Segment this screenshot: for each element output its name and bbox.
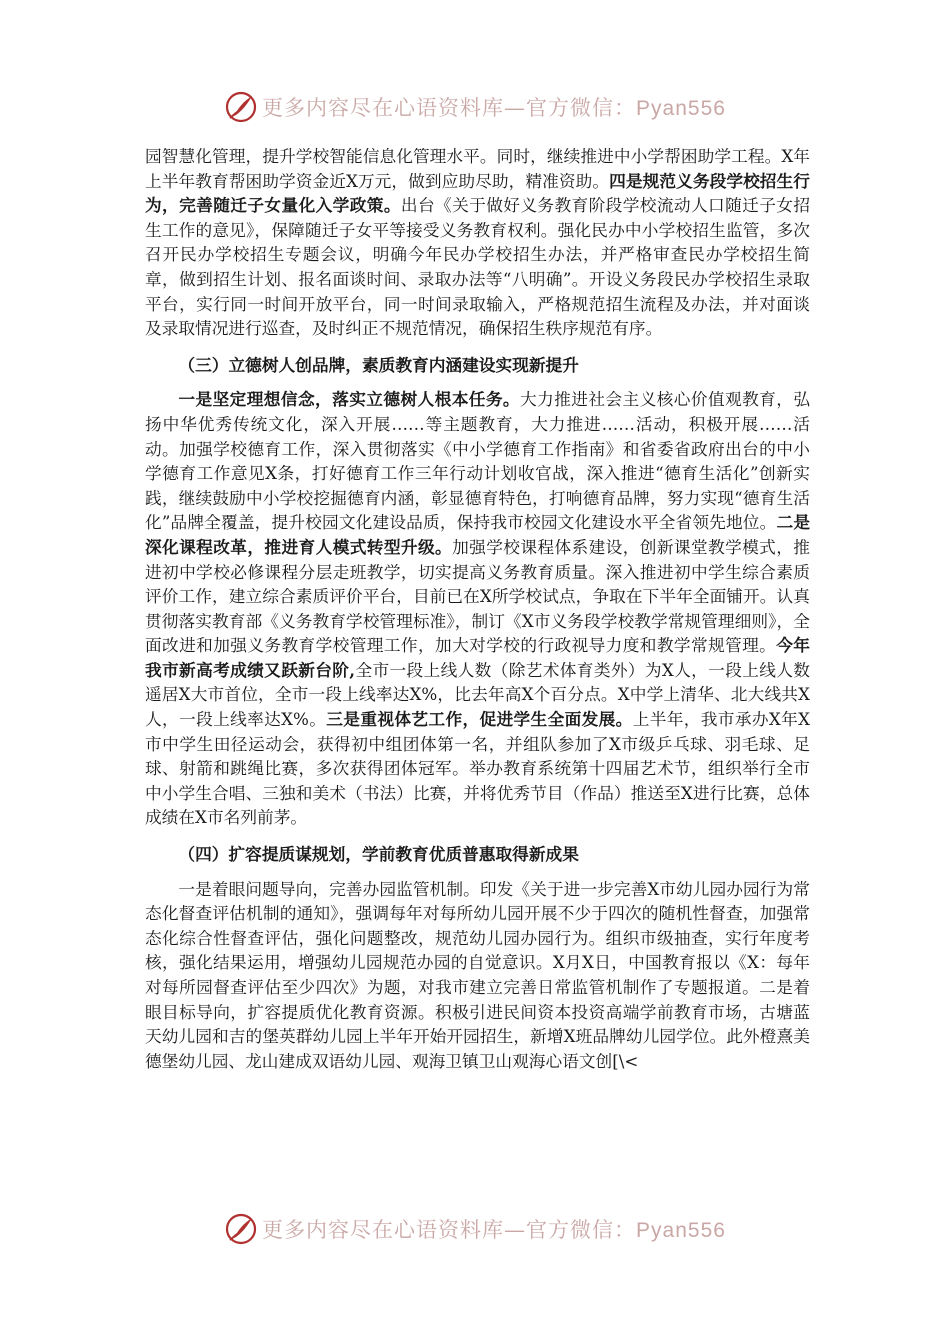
paragraph-1: 园智慧化管理，提升学校智能信息化管理水平。同时，继续推进中小学帮困助学工程。X年上半年教育帮困助学资金近X万元，做到应助尽助，精准资助。四是规范义务段学校招生行为，完善随迁子女量化入学政策。出台《关于做好义务教育阶段学校流动人口随迁子女招生工作的意见》，保障随迁子女平等接受义务教育权利。强化民办中小学校招生监管，多次召开民办学校招生专题会议，明确今年民办学校招生办法，并严格审查民办学校招生简章，做到招生计划、报名面谈时间、录取办法等“八明确”。开设义务段民办学校招生录取平台，实行同一时间开放平台，同一时间录取输入，严格规范招生流程及办法，并对面谈及录取情况进行巡查，及时纠正不规范情况，确保招生秩序规范有序。 [145, 146, 811, 339]
paragraph-2: 一是坚定理想信念，落实立德树人根本任务。大力推进社会主义核心价值观教育，弘扬中华优秀传统文化，深入开展……等主题教育，大力推进……活动，积极开展……活动。加强学校德育工作，深入贯彻落实《中小学德育工作指南》和省委省政府出台的中小学德育工作意见X条，打好德育工作三年行动计划收官战，深入推进“德育生活化”创新实践，继续鼓励中小学校挖掘德育内涵，彰显德育特色，打响德育品牌，努力实现“德育生活化”品牌全覆盖，提升校园文化建设品质，保持我市校园文化建设水平全省领先地位。二是深化课程改革，推进育人模式转型升级。加强学校课程体系建设，创新课堂教学模式，推进初中学校必修课程分层走班教学，切实提高义务教育质量。深入推进初中学生综合素质评价工作，建立综合素质评价平台，目前已在X所学校试点，争取在下半年全面铺开。认真贯彻落实教育部《义务教育学校管理标准》，制订《X市义务段学校教学常规管理细则》，全面改进和加强义务教育学校管理工作，加大对学校的行政视导力度和教学常规管理。今年我市新高考成绩又跃新台阶,全市一段上线人数（除艺术体育类外）为X人，一段上线人数遥居X大市首位，全市一段上线率达X%，比去年高X个百分点。X中学上清华、北大线共X人，一段上线率达X%。三是重视体艺工作，促进学生全面发展。上半年，我市承办X年X市中学生田径运动会，获得初中组团体第一名，并组队参加了X市级乒乓球、羽毛球、足球、射箭和跳绳比赛，多次获得团体冠军。举办教育系统第十四届艺术节，组织举行全市中小学生合唱、三独和美术（书法）比赛，并将优秀节目（作品）推送至X进行比赛，总体成绩在X市名列前茅。 [145, 389, 811, 828]
bold-lead-2: 二是深化课程改革，推进育人模式转型升级。 [145, 512, 811, 557]
section-heading-4: （四）扩容提质谋规划，学前教育优质普惠取得新成果 [178, 844, 579, 865]
footer-banner [0, 1206, 950, 1252]
bold-lead-4: 四是规范义务段学校招生行为，完善随迁子女量化入学政策。 [145, 170, 810, 216]
document-body [145, 144, 810, 1073]
paragraph-3: 一是着眼问题导向，完善办园监管机制。印发《关于进一步完善X市幼儿园办园行为常态化督查评估机制的通知》，强调每年对每所幼儿园开展不少于四次的随机性督查，加强常态化综合性督查评估，强化问题整改，规范幼儿园办园行为。组织市级抽查，实行年度考核，强化结果运用，增强幼儿园规范办园的自觉意识。X月X日，中国教育报以《X：每年对每所园督查评估至少四次》为题，对我市建立完善日常监管机制作了专题报道。二是着眼目标导向，扩容提质优化教育资源。积极引进民间资本投资高端学前教育市场，古塘蓝天幼儿园和吉的堡英群幼儿园上半年开始开园招生，新增X班品牌幼儿园学位。此外橙熹美德堡幼儿园、龙山建成双语幼儿园、观海卫镇卫山观海心语文创[\< [145, 878, 810, 1071]
feather-pen-logo-icon [224, 90, 258, 124]
header-banner [0, 84, 950, 130]
section-heading-3: （三）立德树人创品牌，素质教育内涵建设实现新提升 [178, 354, 579, 375]
footer-banner-text: 更多内容尽在心语资料库—官方微信：Pyan556 [262, 1218, 726, 1242]
feather-pen-logo-icon [224, 1212, 258, 1246]
bold-lead-1: 一是坚定理想信念，落实立德树人根本任务。 [178, 389, 521, 410]
bold-lead-exam: 今年我市新高考成绩又跃新台阶, [145, 635, 810, 680]
bold-lead-3: 三是重视体艺工作，促进学生全面发展。 [326, 709, 633, 730]
header-banner-text: 更多内容尽在心语资料库—官方微信：Pyan556 [262, 96, 726, 120]
